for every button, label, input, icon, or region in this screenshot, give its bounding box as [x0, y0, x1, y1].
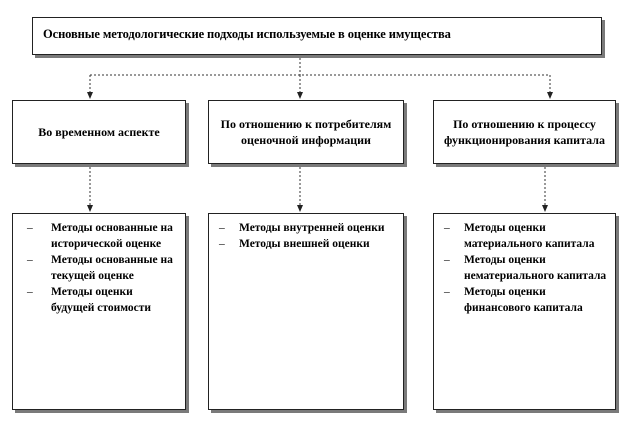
methods-list-capital	[433, 213, 616, 410]
list-item: – Методы оценки будущей стоимости	[21, 284, 177, 316]
column-heading-label: По отношению к процессу функционирования капитала	[444, 117, 605, 147]
column-heading-label: Во временном аспекте	[38, 125, 160, 139]
list-item: – Методы оценки нематериального капитала	[442, 252, 607, 284]
diagram-title: Основные методологические подходы используемые в оценке имущества	[43, 27, 451, 41]
methods-list-consumers	[208, 213, 404, 410]
column-heading-label: По отношению к потребителям оценочной информации	[220, 117, 392, 147]
column-heading-time	[12, 100, 186, 164]
list-item: – Методы оценки материального капитала	[442, 220, 607, 252]
column-heading-consumers	[208, 100, 404, 164]
list-item: – Методы внешней оценки	[217, 236, 395, 252]
title-box	[32, 17, 602, 55]
list-item: – Методы внутренней оценки	[217, 220, 395, 236]
column-heading-capital	[433, 100, 616, 164]
list-item: – Методы оценки финансового капитала	[442, 284, 607, 316]
methods-list-time	[12, 213, 186, 410]
list-item: – Методы основанные на текущей оценке	[21, 252, 177, 284]
list-item: – Методы основанные на исторической оценке	[21, 220, 177, 252]
